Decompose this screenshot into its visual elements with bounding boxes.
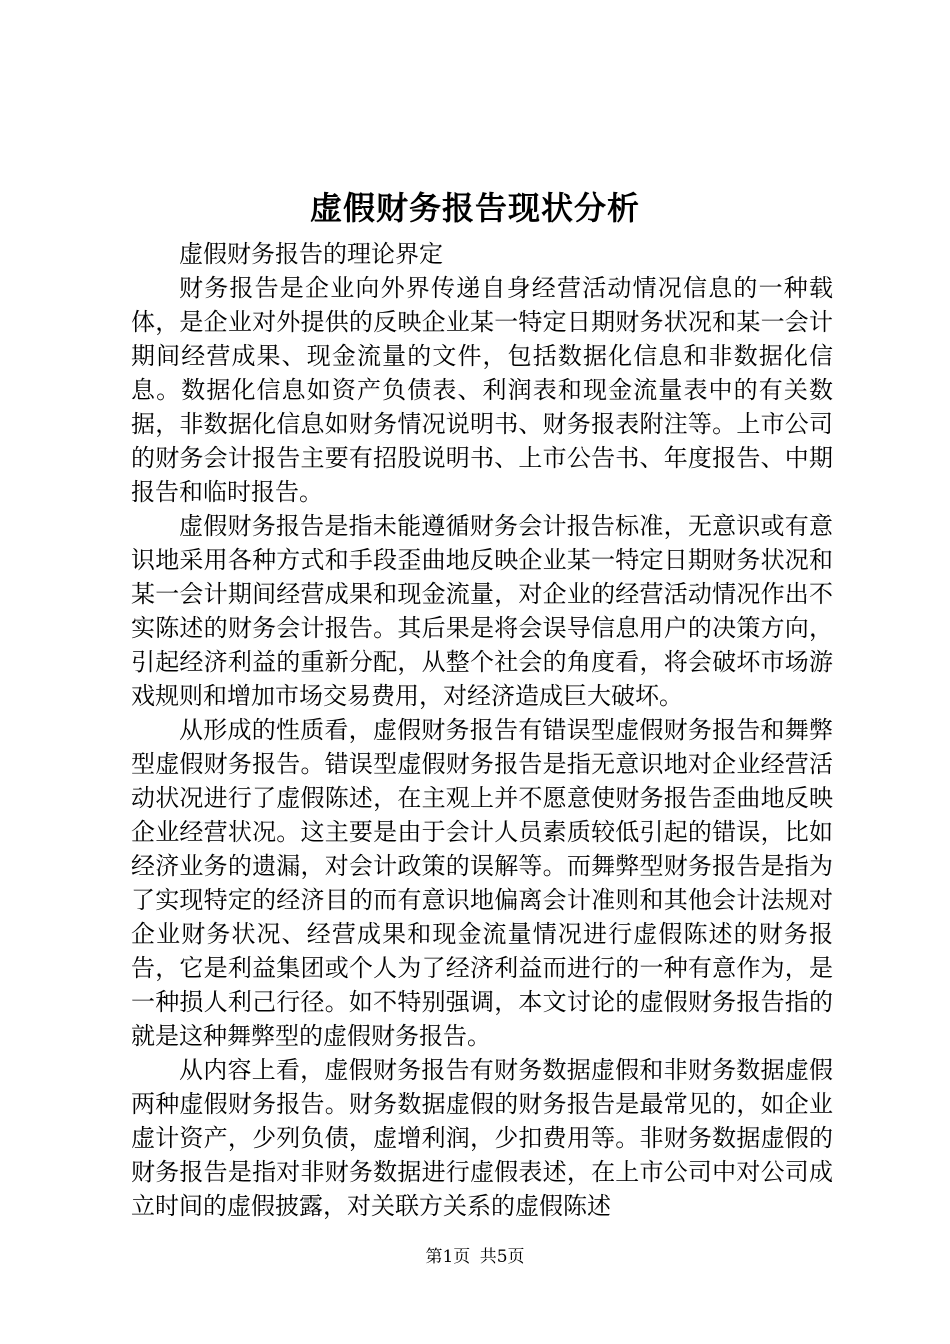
paragraph-1: 财务报告是企业向外界传递自身经营活动情况信息的一种载体，是企业对外提供的反映企业某一特定日期财务状况和某一会计期间经营成果、现金流量的文件，包括数据化信息和非数据化信息。数据化信息如资产负债表、利润表和现金流量表中的有关数据，非数据化信息如财务情况说明书、财务报表附注等。上市公司的财务会计报告主要有招股说明书、上市公告书、年度报告、中期报告和临时报告。: [131, 274, 833, 506]
section-heading: 虚假财务报告的理论界定: [179, 240, 443, 268]
document-body: [131, 237, 833, 1223]
paragraph-2: 虚假财务报告是指未能遵循财务会计报告标准，无意识或有意识地采用各种方式和手段歪曲地反映企业某一特定日期财务状况和某一会计期间经营成果和现金流量，对企业的经营活动情况作出不实陈述的财务会计报告。其后果是将会误导信息用户的决策方向，引起经济利益的重新分配，从整个社会的角度看，将会破坏市场游戏规则和增加市场交易费用，对经济造成巨大破坏。: [131, 512, 833, 710]
paragraph-3: 从形成的性质看，虚假财务报告有错误型虚假财务报告和舞弊型虚假财务报告。错误型虚假财务报告是指无意识地对企业经营活动状况进行了虚假陈述，在主观上并不愿意使财务报告歪曲地反映企业经营状况。这主要是由于会计人员素质较低引起的错误，比如经济业务的遗漏，对会计政策的误解等。而舞弊型财务报告是指为了实现特定的经济目的而有意识地偏离会计准则和其他会计法规对企业财务状况、经营成果和现金流量情况进行虚假陈述的财务报告，它是利益集团或个人为了经济利益而进行的一种有意作为，是一种损人利己行径。如不特别强调，本文讨论的虚假财务报告指的就是这种舞弊型的虚假财务报告。: [131, 716, 833, 1050]
document-title: 虚假财务报告现状分析: [309, 189, 640, 227]
page-total: 共5页: [479, 1247, 525, 1267]
page-footer: [0, 1245, 950, 1269]
paragraph-4: 从内容上看，虚假财务报告有财务数据虚假和非财务数据虚假两种虚假财务报告。财务数据虚假的财务报告是最常见的，如企业虚计资产，少列负债，虚增利润，少扣费用等。非财务数据虚假的财务报告是指对非财务数据进行虚假表述，在上市公司中对公司成立时间的虚假披露，对关联方关系的虚假陈述: [131, 1056, 833, 1220]
page-number: 第1页: [425, 1247, 471, 1267]
